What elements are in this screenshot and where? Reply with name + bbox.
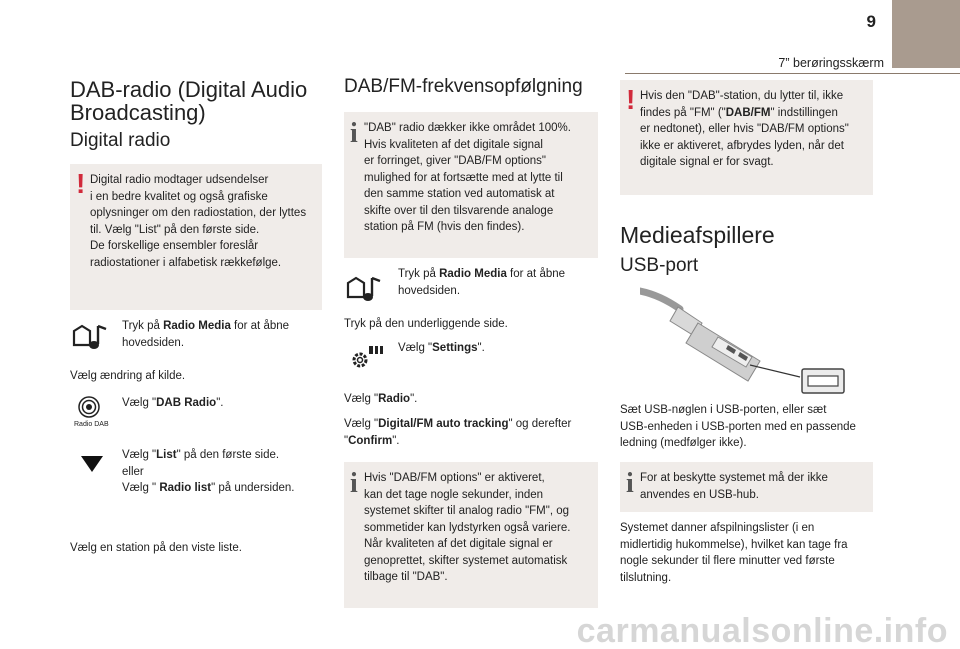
col2-step-underlying-page: Tryk på den underliggende side.: [344, 318, 508, 330]
warning-box-2: [620, 80, 873, 195]
info-icon-3: i: [626, 468, 634, 499]
radio-media-icon-2: [346, 274, 384, 304]
col1-step-list: Vælg "List" på den første side. eller Vælg " Radio list" på undersiden.: [122, 449, 295, 494]
warning-box: [70, 164, 322, 310]
usb-instruction: Sæt USB-nøglen i USB-porten, eller sæt USB-enheden i USB-porten med en passende ledning (medfølger ikke).: [620, 404, 856, 449]
col1-step-select-station: Vælg en station på den viste liste.: [70, 542, 242, 554]
usb-port-subtitle: USB-port: [620, 255, 699, 276]
section-title: 7” berøringsskærm: [778, 56, 884, 70]
dab-fm-title: DAB/FM-frekvensopfølgning: [344, 76, 583, 97]
info-coverage-text: "DAB" radio dækker ikke området 100%. Hvis kvaliteten af det digitale signal er forringet, giver "DAB/FM options" mulighed for at fortsætte med at lytte til den samme station ved automatisk at skifte over til den tilsvarende analoge station på FM (hvis den findes).: [364, 122, 571, 233]
radio-dab-icon: [78, 396, 100, 418]
warning-text: Digital radio modtager udsendelser i en bedre kvalitet og også grafiske oplysninger om den radiostation, der lyttes til. Vælg "List" på den første side. De forskellige ensembler foreslår radiostationer i alfabetisk rækkefølge.: [90, 174, 307, 269]
info-box-coverage: [344, 112, 598, 258]
settings-icon: [350, 344, 390, 370]
info-usb-hub-text: For at beskytte systemet må der ikke anvendes en USB-hub.: [640, 472, 828, 501]
info-box-switch: [344, 462, 598, 608]
usb-illustration: [640, 285, 850, 397]
col2-step-radio: Vælg "Radio".: [344, 393, 418, 405]
playlist-text: Systemet danner afspilningslister (i en midlertidig hukommelse), hvilket kan tage fra nogle sekunder til flere minutter ved første tilslutning.: [620, 522, 848, 584]
chapter-tab: [892, 0, 960, 68]
info-icon: i: [350, 118, 358, 149]
info-switch-text: Hvis "DAB/FM options" er aktiveret, kan det tage nogle sekunder, inden systemet skifter til analog radio "FM", og sommetider kan lydstyrken også variere. Når kvaliteten af det digitale signal er genoprettet, skifter systemet automatisk tilbage til "DAB".: [364, 472, 571, 583]
col1-step-change-source: Vælg ændring af kilde.: [70, 370, 186, 382]
down-triangle-icon: [80, 455, 104, 473]
info-box-usb-hub: [620, 462, 873, 512]
col2-step-settings: Vælg "Settings".: [398, 342, 485, 354]
media-players-title: Medieafspillere: [620, 222, 775, 248]
col1-step-dab-radio: Vælg "DAB Radio".: [122, 397, 224, 409]
watermark: carmanualsonline.info: [576, 612, 948, 649]
dab-title: DAB-radio (Digital Audio Broadcasting): [70, 77, 308, 125]
page-number: 9: [866, 12, 876, 31]
col1-step-open-media: Tryk på Radio Media for at åbne hovedsiden.: [122, 320, 290, 349]
radio-dab-icon-label: Radio DAB: [74, 421, 109, 428]
header-divider: [625, 73, 960, 74]
col2-step-open-media: Tryk på Radio Media for at åbne hovedsiden.: [398, 268, 566, 297]
digital-radio-subtitle: Digital radio: [70, 130, 171, 151]
col2-step-auto-tracking: Vælg "Digital/FM auto tracking" og derefter "Confirm".: [344, 418, 572, 447]
radio-media-icon: [72, 322, 110, 352]
warning-icon: !: [76, 168, 86, 199]
info-icon-2: i: [350, 468, 358, 499]
warning-icon-2: !: [626, 84, 636, 115]
warning-2-text: Hvis den "DAB"-station, du lytter til, ikke findes på "FM" ("DAB/FM" indstillingen er nedtonet), eller hvis "DAB/FM options" ikke er aktiveret, afbrydes lyden, når det digitale signal er for svagt.: [640, 90, 849, 168]
